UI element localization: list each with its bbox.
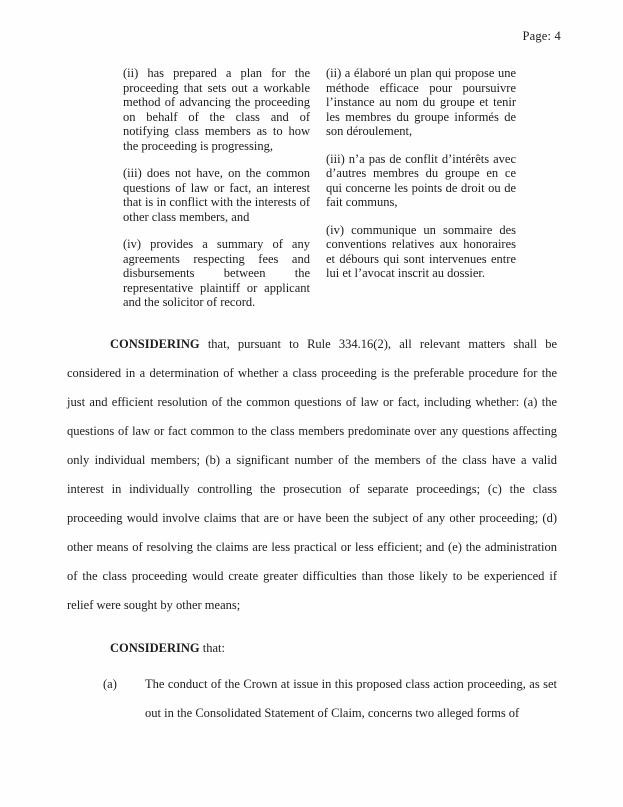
english-column [123, 66, 310, 323]
bilingual-columns [123, 66, 516, 323]
considering-text-1: that, pursuant to Rule 334.16(2), all relevant matters shall be considered in a determination of whether a class proceeding is the preferable procedure for the just and efficient resolution of the common questions of law or fact, including whether: (a) the questions of law or fact common to the class members predominate over any questions affecting only individual members; (b) a significant number of the members of the class have a valid interest in individually controlling the prosecution of separate proceedings; (c) the class proceeding would involve claims that are or have been the subject of any other proceeding; (d) other means of resolving the claims are less practical or less efficient; and (e) the administration of the class proceeding would create greater difficulties than those likely to be experienced if relief were sought by other means; [67, 337, 557, 612]
clause-iii-fr: (iii) n’a pas de conflit d’intérêts avec d’autres membres du groupe en ce qui concerne les points de droit ou de fait communs, [326, 151, 516, 209]
considering-lead-2: CONSIDERING [110, 641, 200, 655]
document-body [67, 330, 557, 728]
clause-iv-en: (iv) provides a summary of any agreements respecting fees and disbursements between the representative plaintiff or applicant and the solicitor of record. [123, 237, 310, 309]
list-item-a-label: (a) [103, 677, 117, 691]
clause-ii-en: (ii) has prepared a plan for the proceeding that sets out a workable method of advancing the proceeding on behalf of the class and of notifying class members as to how the proceeding is progressing, [123, 66, 310, 153]
clause-iii-en: (iii) does not have, on the common questions of law or fact, an interest that is in conflict with the interests of other class members, and [123, 166, 310, 224]
page-number-label: Page: 4 [522, 29, 561, 43]
considering-paragraph-1 [67, 330, 557, 620]
considering-paragraph-2 [67, 634, 557, 663]
french-column [326, 66, 516, 323]
list-item-a-text: The conduct of the Crown at issue in this proposed class action proceeding, as set out in the Consolidated Statement of Claim, concerns two alleged forms of [145, 677, 557, 720]
clause-ii-fr: (ii) a élaboré un plan qui propose une méthode efficace pour poursuivre l’instance au nom du groupe et tenir les membres du groupe informés de son déroulement, [326, 66, 516, 138]
considering-lead-1: CONSIDERING [110, 337, 200, 351]
list-item-a [103, 670, 557, 728]
considering-text-2: that: [199, 641, 225, 655]
clause-iv-fr: (iv) communique un sommaire des conventions relatives aux honoraires et débours qui sont intervenues entre lui et l’avocat inscrit au dossier. [326, 222, 516, 280]
